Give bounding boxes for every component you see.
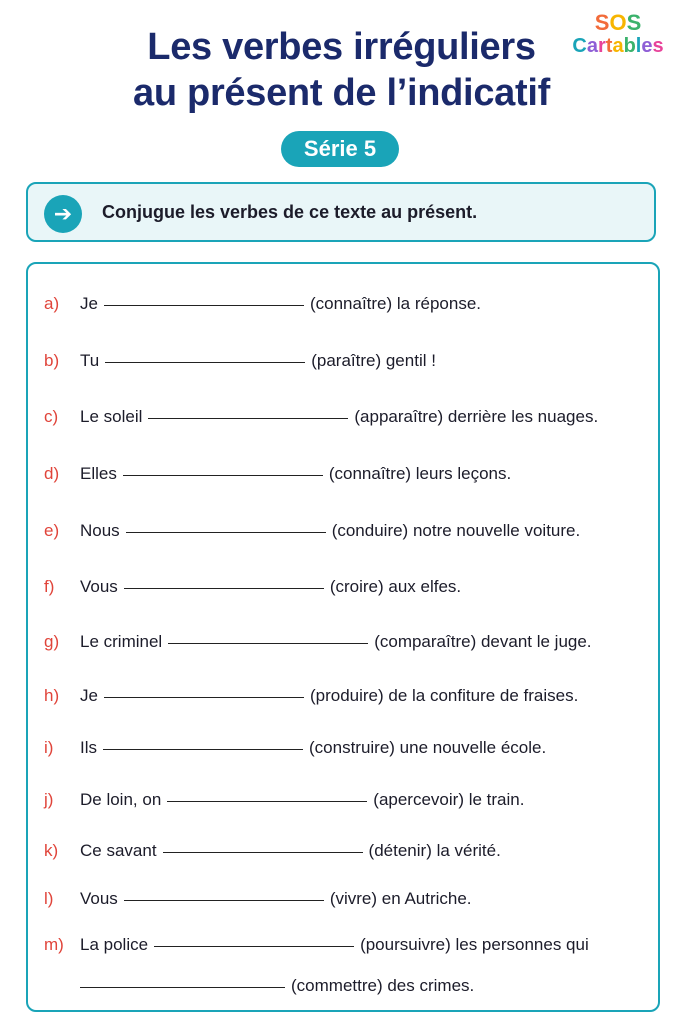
item-subject: Ce savant	[80, 841, 157, 860]
answer-blank[interactable]	[154, 945, 354, 947]
item-subject: Nous	[80, 521, 120, 540]
logo-letter: e	[641, 35, 653, 57]
answer-blank[interactable]	[105, 361, 305, 363]
item-subject: Elles	[80, 464, 117, 483]
item-verb-hint: (détenir) la vérité.	[368, 841, 501, 860]
logo-letter: a	[612, 35, 624, 57]
sos-cartables-logo	[560, 12, 676, 58]
answer-blank[interactable]	[104, 696, 304, 698]
answer-blank[interactable]	[163, 851, 363, 853]
logo-letter: S	[594, 10, 610, 35]
item-verb-hint: (commettre) des crimes.	[291, 976, 475, 995]
item-subject: Le criminel	[80, 632, 163, 651]
item-letter: m)	[44, 935, 64, 954]
answer-blank[interactable]	[104, 304, 304, 306]
answer-blank[interactable]	[148, 417, 348, 419]
title-line-2: au présent de l’indicatif	[133, 72, 550, 114]
instruction-box	[26, 182, 656, 242]
item-letter: h)	[44, 686, 60, 705]
answer-blank[interactable]	[123, 474, 323, 476]
item-verb-hint: (construire) une nouvelle école.	[309, 738, 547, 757]
item-subject: Tu	[80, 351, 100, 370]
answer-blank[interactable]	[80, 986, 285, 988]
logo-letter: s	[652, 35, 664, 57]
item-verb-hint: (produire) de la confiture de fraises.	[309, 686, 579, 705]
item-letter: d)	[44, 464, 60, 483]
item-letter: b)	[44, 351, 60, 370]
logo-letter: b	[623, 35, 636, 57]
answer-blank[interactable]	[168, 642, 368, 644]
exercise-box	[26, 262, 660, 1012]
logo-letter: C	[572, 35, 587, 57]
item-subject: La police	[80, 935, 149, 954]
logo-letter: l	[635, 35, 642, 57]
answer-blank[interactable]	[124, 899, 324, 901]
item-verb-hint: (connaître) la réponse.	[309, 294, 482, 313]
item-verb-hint: (conduire) notre nouvelle voiture.	[331, 521, 581, 540]
item-verb-hint: (croire) aux elfes.	[329, 577, 462, 596]
item-verb-hint: (paraître) gentil !	[311, 351, 436, 370]
logo-letter: a	[586, 35, 598, 57]
item-subject: Le soleil	[80, 407, 143, 426]
item-letter: k)	[44, 841, 59, 860]
item-subject: Vous	[80, 577, 118, 596]
logo-letter: O	[609, 10, 627, 35]
answer-blank[interactable]	[126, 531, 326, 533]
logo-letter: S	[626, 10, 642, 35]
title-line-1: Les verbes irréguliers	[147, 26, 536, 68]
item-letter: c)	[44, 407, 59, 426]
logo-letter: r	[597, 35, 606, 57]
logo-line-1	[560, 12, 676, 34]
item-letter: a)	[44, 294, 60, 313]
item-verb-hint: (comparaître) devant le juge.	[374, 632, 592, 651]
series-badge: Série 5	[281, 131, 399, 167]
item-subject: Ils	[80, 738, 97, 757]
answer-blank[interactable]	[103, 748, 303, 750]
logo-letter: t	[605, 35, 613, 57]
item-letter: g)	[44, 632, 60, 651]
item-subject: Vous	[80, 889, 118, 908]
logo-line-2	[560, 34, 676, 58]
item-letter: i)	[44, 738, 54, 757]
item-verb-hint: (connaître) leurs leçons.	[328, 464, 512, 483]
answer-blank[interactable]	[124, 587, 324, 589]
answer-blank[interactable]	[167, 800, 367, 802]
item-letter: f)	[44, 577, 55, 596]
item-subject: Je	[80, 686, 98, 705]
item-letter: l)	[44, 889, 54, 908]
item-verb-hint: (apercevoir) le train.	[373, 790, 525, 809]
item-verb-hint: (poursuivre) les personnes qui	[360, 935, 589, 954]
instruction-text: Conjugue les verbes de ce texte au présent.	[102, 202, 478, 222]
item-verb-hint: (vivre) en Autriche.	[329, 889, 472, 908]
item-verb-hint: (apparaître) derrière les nuages.	[354, 407, 599, 426]
item-subject: Je	[80, 294, 98, 313]
item-letter: e)	[44, 521, 60, 540]
item-letter: j)	[44, 790, 54, 809]
arrow-right-icon: ➔	[44, 195, 82, 233]
item-subject: De loin, on	[80, 790, 162, 809]
